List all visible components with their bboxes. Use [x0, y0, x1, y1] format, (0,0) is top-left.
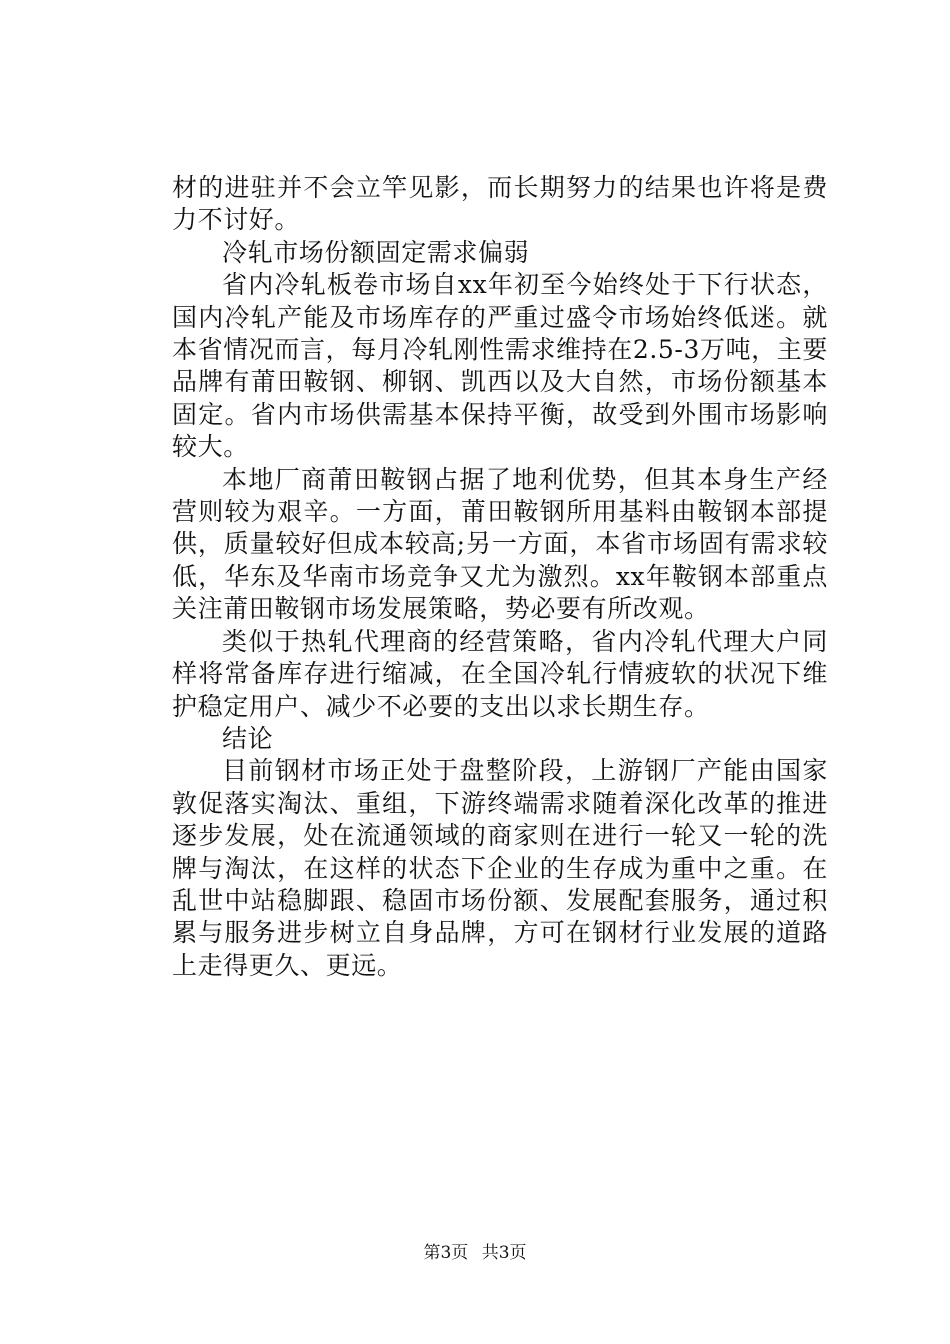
- page-footer: [0, 1242, 950, 1264]
- section-heading-conclusion: 结论: [222, 723, 274, 753]
- paragraph-local-manufacturer: 本地厂商莆田鞍钢占据了地利优势，但其本身生产经营则较为艰辛。一方面，莆田鞍钢所用基料由鞍钢本部提供，质量较好但成本较高;另一方面，本省市场固有需求较低，华东及华南市场竞争又尤为激烈。xx年鞍钢本部重点关注莆田鞍钢市场发展策略，势必要有所改观。: [172, 464, 828, 624]
- page-total: 共3页: [481, 1243, 527, 1263]
- paragraph-continuation: 材的进驻并不会立竿见影，而长期努力的结果也许将是费力不讨好。: [172, 173, 828, 235]
- document-body: [172, 172, 828, 982]
- page-number: 第3页: [423, 1243, 469, 1263]
- paragraph-agent-strategy: 类似于热轧代理商的经营策略，省内冷轧代理大户同样将常备库存进行缩减，在全国冷轧行情疲软的状况下维护稳定用户、减少不必要的支出以求长期生存。: [172, 626, 828, 721]
- section-heading-cold-rolled: 冷轧市场份额固定需求偏弱: [222, 237, 530, 267]
- paragraph-market-status: 省内冷轧板卷市场自xx年初至今始终处于下行状态，国内冷轧产能及市场库存的严重过盛令市场始终低迷。就本省情况而言，每月冷轧刚性需求维持在2.5-3万吨，主要品牌有莆田鞍钢、柳钢、凯西以及大自然，市场份额基本固定。省内市场供需基本保持平衡，故受到外围市场影响较大。: [172, 270, 828, 462]
- paragraph-conclusion: 目前钢材市场正处于盘整阶段，上游钢厂产能由国家敦促落实淘汰、重组，下游终端需求随着深化改革的推进逐步发展，处在流通领域的商家则在进行一轮又一轮的洗牌与淘汰，在这样的状态下企业的生存成为重中之重。在乱世中站稳脚跟、稳固市场份额、发展配套服务，通过积累与服务进步树立自身品牌，方可在钢材行业发展的道路上走得更久、更远。: [172, 756, 828, 980]
